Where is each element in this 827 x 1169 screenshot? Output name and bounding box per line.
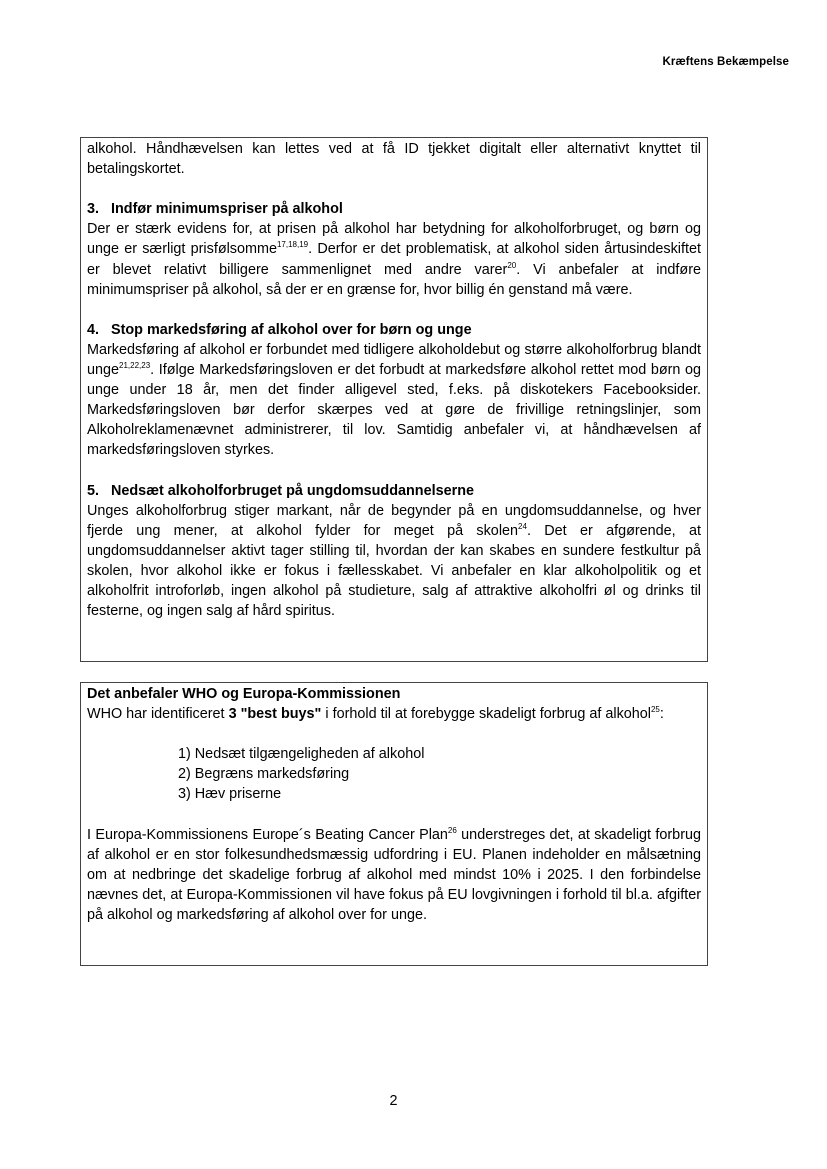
list-item: 2) Begræns markedsføring: [178, 766, 350, 783]
section-paragraph-4: Markedsføring af alkohol er forbundet med tidligere alkoholdebut og større alkoholforbrug blandt unge$^{21,22,23}$. Ifølge Markedsføringsloven er det forbudt at markedsføre alkohol rettet mod børn og unge under 18 år, men det finder alligevel sted, f.eks. på diskotekers Facebooksider. Markedsføringsloven bør derfor skærpes ved at gøre de frivillige retningslinjer, som Alkoholreklamenævnet administrerer, til lov. Samtidig anbefaler vi, at håndhævelsen af markedsføringsloven styrkes.: [87, 341, 701, 459]
section-paragraph-3: Der er stærk evidens for, at prisen på alkohol har betydning for alkoholforbruget, og børn og unge er særligt prisfølsomme$^{17,18,19}$. Derfor er det problematisk, at alkohol siden årtusindeskiftet er blevet relativt billigere sammenlignet med andre varer$^{20}$. Vi anbefaler at indføre minimumspriser på alkohol, så der er en grænse for, hvor billig én genstand må være.: [87, 221, 702, 298]
footnote-ref: 21,22,23: [119, 361, 151, 371]
recommendations-box: [80, 137, 708, 662]
footnote-ref: 24: [518, 521, 527, 531]
eu-paragraph: I Europa-Kommissionens Europe´s Beating Cancer Plan$^{26}$ understreges det, at skadeligt forbrug af alkohol er en stor folkesundhedsmæssig udfordring i EU. Planen indeholder en målsætning om at nedbringe det skadelige forbrug af alkohol med mindst 10% i 2025. I den forbindelse nævnes det, at Europa-Kommissionen vil have fokus på EU lovgivningen i forhold til bl.a. afgifter på alkohol og markedsføring af alkohol over for unge.: [87, 825, 701, 924]
section-paragraph-5: Unges alkoholforbrug stiger markant, når de begynder på en ungdomsuddannelse, og hver fjerde ung mener, at alkohol fylder for meget på skolen$^{24}$. Det er afgørende, at ungdomsuddannelser aktivt tager stilling til, hvordan der kan skabes en sundere festkultur på skolen, hvor alkohol ikke er fokus i fællesskabet. Vi anbefaler en klar alkoholpolitik og et alkoholfrit introforløb, ingen alkohol på studieture, salg af attraktive alkoholfri øl og drinks til festerne, og ingen salg af hård spiritus.: [87, 502, 701, 620]
who-paragraph: WHO har identificeret 3 "best buys" i forhold til at forebygge skadeligt forbrug af alkohol$^{25}$:: [87, 705, 664, 723]
who-eu-box: [80, 682, 708, 966]
header-organization: Kræftens Bekæmpelse: [662, 56, 789, 68]
footnote-ref: 26: [447, 825, 457, 835]
list-item: 1) Nedsæt tilgængeligheden af alkohol: [178, 746, 425, 763]
footnote-ref: 20: [507, 260, 517, 270]
section-heading-3: 3. Indfør minimumspriser på alkohol: [87, 201, 343, 218]
section-heading-5: 5. Nedsæt alkoholforbruget på ungdomsuddannelserne: [87, 482, 474, 499]
section-heading-4: 4. Stop markedsføring af alkohol over for børn og unge: [87, 321, 472, 338]
page-number: 2: [389, 1093, 398, 1109]
footnote-ref: 25: [650, 705, 660, 715]
footnote-ref: 17,18,19: [276, 240, 309, 250]
list-item: 3) Hæv priserne: [178, 786, 282, 803]
intro-paragraph: alkohol. Håndhævelsen kan lettes ved at få ID tjekket digitalt eller alternativt knyttet til betalingskortet.: [87, 141, 701, 178]
box-title: Det anbefaler WHO og Europa-Kommissionen: [87, 686, 401, 702]
best-buys-list: [87, 744, 701, 804]
